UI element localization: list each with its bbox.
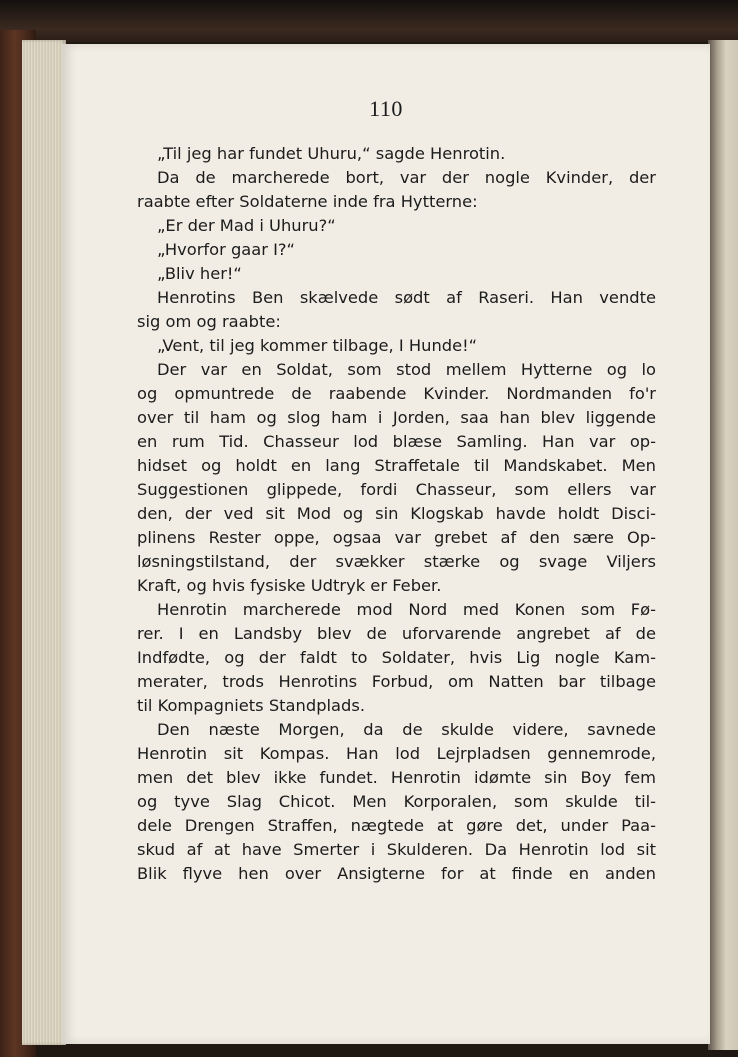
text-line: dele Drengen Straffen, nægtede at gøre det, under Paa- — [137, 816, 656, 835]
text-line: og opmuntrede de raabende Kvinder. Nordmanden fo'r — [137, 384, 656, 403]
text-line: Indfødte, og der faldt to Soldater, hvis Lig nogle Kam- — [137, 648, 656, 667]
text-line: Henrotins Ben skælvede sødt af Raseri. Han vendte — [157, 288, 656, 307]
text-line: Suggestionen glippede, fordi Chasseur, som ellers var — [137, 480, 656, 499]
text-line: men det blev ikke fundet. Henrotin idømte sin Boy fem — [137, 768, 656, 787]
text-line: Den næste Morgen, da de skulde videre, savnede — [157, 720, 656, 739]
text-line: rer. I en Landsby blev de uforvarende angrebet af de — [137, 624, 656, 643]
text-line: sig om og raabte: — [137, 312, 281, 331]
page-gutter — [708, 40, 738, 1050]
text-line: „Vent, til jeg kommer tilbage, I Hunde!“ — [157, 336, 478, 355]
text-line: raabte efter Soldaterne inde fra Hytterne: — [137, 192, 478, 211]
text-line: „Til jeg har fundet Uhuru,“ sagde Henrotin. — [157, 144, 506, 163]
text-line: Der var en Soldat, som stod mellem Hytterne og lo — [157, 360, 656, 379]
text-line: „Hvorfor gaar I?“ — [157, 240, 295, 259]
text-line: merater, trods Henrotins Forbud, om Natten bar tilbage — [137, 672, 656, 691]
text-line: Henrotin marcherede mod Nord med Konen som Fø- — [157, 600, 656, 619]
text-line: og tyve Slag Chicot. Men Korporalen, som skulde til- — [137, 792, 656, 811]
text-line: hidset og holdt en lang Straffetale til Mandskabet. Men — [137, 456, 656, 475]
text-line: „Er der Mad i Uhuru?“ — [157, 216, 336, 235]
book-cover-top — [0, 0, 738, 42]
page-edges — [22, 40, 66, 1045]
text-line: Henrotin sit Kompas. Han lod Lejrpladsen gennemrode, — [137, 744, 656, 763]
text-line: Kraft, og hvis fysiske Udtryk er Feber. — [137, 576, 442, 595]
text-line: til Kompagniets Standplads. — [137, 696, 366, 715]
text-line: en rum Tid. Chasseur lod blæse Samling. Han var op- — [137, 432, 656, 451]
text-line: „Bliv her!“ — [157, 264, 242, 283]
text-line: den, der ved sit Mod og sin Klogskab havde holdt Disci- — [137, 504, 656, 523]
text-line: plinens Rester oppe, ogsaa var grebet af den sære Op- — [137, 528, 656, 547]
text-line: over til ham og slog ham i Jorden, saa han blev liggende — [137, 408, 656, 427]
text-line: Blik flyve hen over Ansigterne for at finde en anden — [137, 864, 656, 883]
text-line: Da de marcherede bort, var der nogle Kvinder, der — [157, 168, 656, 187]
page-number: 110 — [369, 96, 403, 121]
text-line: løsningstilstand, der svækker stærke og svage Viljers — [137, 552, 656, 571]
text-line: skud af at have Smerter i Skulderen. Da Henrotin lod sit — [137, 840, 656, 859]
